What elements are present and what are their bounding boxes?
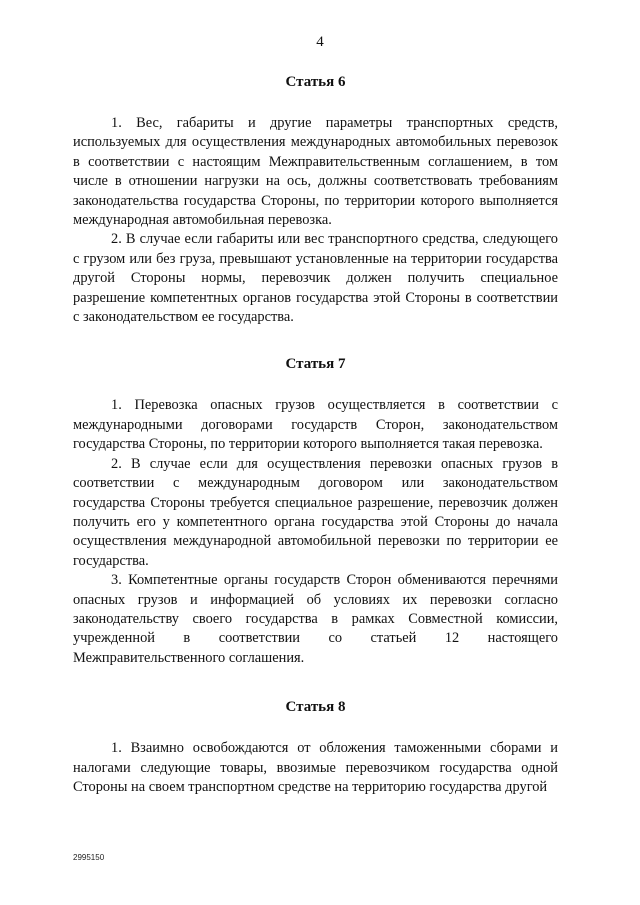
paragraph: 3. Компетентные органы государств Сторон обмениваются перечнями опасных грузов и информацией об условиях их перевозки согласно законодательству своего государства в рамках Совместной комиссии, учрежденной в соответствии со статьей 12 настоящего Межправительственного соглашения. [73,572,558,666]
paragraph: 2. В случае если для осуществления перевозки опасных грузов в соответствии с международным договором или законодательством государства Стороны требуется специальное разрешение, перевозчик должен получить его у компетентного органа государства этой Стороны до начала осуществления международной автомобильной перевозки по территории ее государства. [73,455,558,569]
paragraph: 1. Перевозка опасных грузов осуществляется в соответствии с международными договорами государств Сторон, законодательством государства Стороны, по территории которого выполняется такая перевозка. [73,397,558,453]
article-7 [73,354,558,668]
article-title: Статья 6 [285,74,346,90]
paragraph: 2. В случае если габариты или вес транспортного средства, следующего с грузом или без груза, превышают установленные на территории государства другой Стороны нормы, перевозчик должен получить специальное разрешение компетентных органов государства этой Стороны в соответствии с законодательством ее государства. [73,231,558,326]
document-id: 2995150 [73,853,105,862]
article-title: Статья 7 [285,356,346,373]
article-8 [73,697,558,797]
article-6 [73,72,558,327]
paragraph: 1. Взаимно освобождаются от обложения таможенными сборами и налогами следующие товары, ввозимые перевозчиком государства одной Стороны на своем транспортном средстве на территорию государства другой [73,740,558,795]
paragraph: 1. Вес, габариты и другие параметры транспортных средств, используемых для осуществления международных автомобильных перевозок в соответствии с настоящим Межправительственным соглашением, в том числе в отношении нагрузки на ось, должны соответствовать требованиям законодательства государства Стороны, по территории которого выполняется международная автомобильная перевозка. [73,115,558,229]
document-body [73,72,558,797]
page-number: 4 [316,34,324,50]
article-title: Статья 8 [285,699,346,716]
